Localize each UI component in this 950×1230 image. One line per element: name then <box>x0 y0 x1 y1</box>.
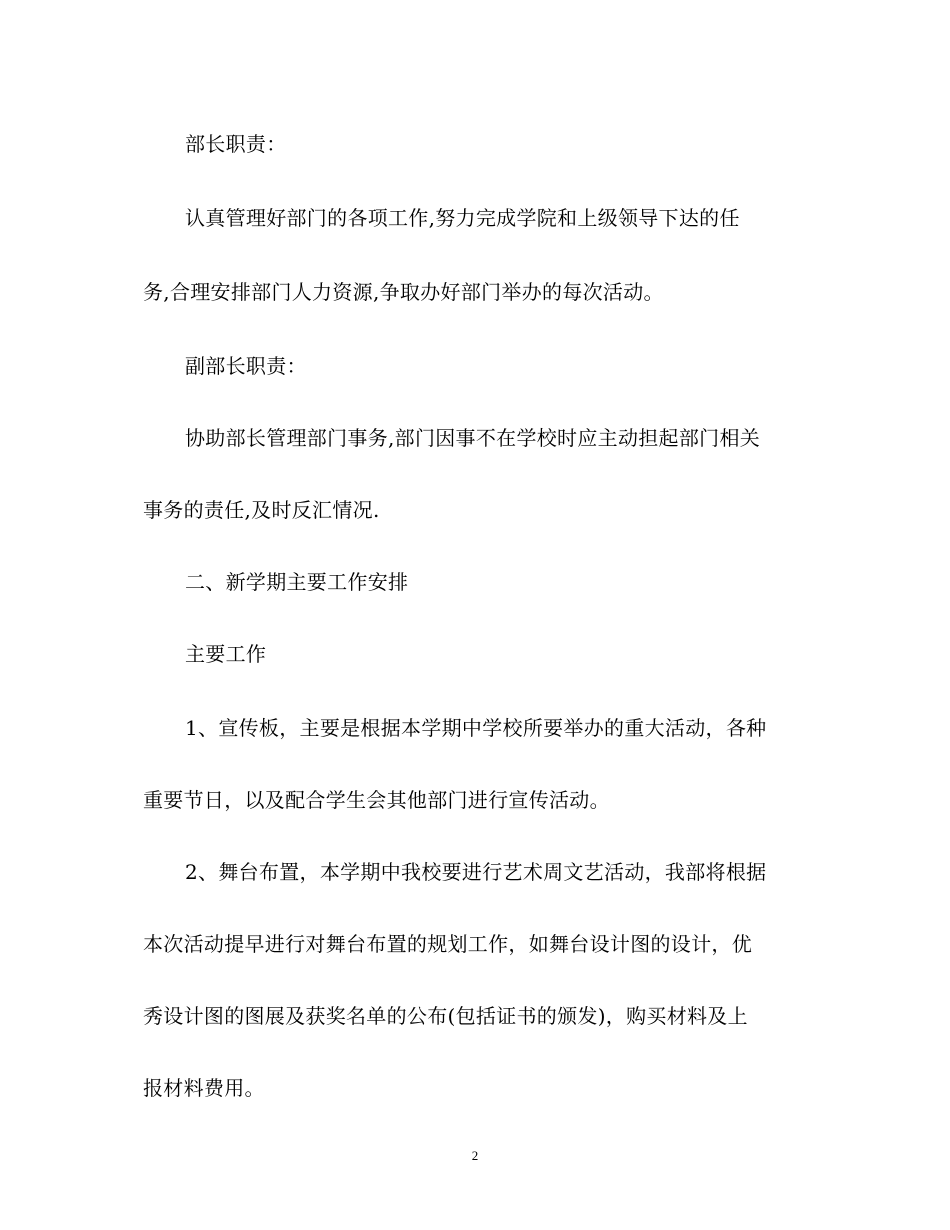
paragraph-line: 事务的责任,及时反汇情况. <box>143 498 380 522</box>
paragraph-line: 重要节日，以及配合学生会其他部门进行宣传活动。 <box>143 788 610 812</box>
paragraph-line: 1、宣传板，主要是根据本学期中学校所要举办的重大活动，各种 <box>185 716 767 740</box>
subsection-heading: 主要工作 <box>185 642 267 666</box>
page-number: 2 <box>471 1148 479 1163</box>
paragraph-line: 务,合理安排部门人力资源,争取办好部门举办的每次活动。 <box>143 280 664 304</box>
paragraph-line: 秀设计图的图展及获奖名单的公布(包括证书的颁发)，购买材料及上 <box>143 1004 748 1028</box>
section-heading: 二、新学期主要工作安排 <box>185 570 409 594</box>
paragraph-line: 认真管理好部门的各项工作,努力完成学院和上级领导下达的任 <box>185 206 740 230</box>
duty-heading-minister: 部长职责： <box>185 132 287 156</box>
paragraph-line: 本次活动提早进行对舞台布置的规划工作，如舞台设计图的设计，优 <box>143 932 752 956</box>
paragraph-line: 报材料费用。 <box>143 1076 265 1100</box>
paragraph-line: 2、舞台布置，本学期中我校要进行艺术周文艺活动，我部将根据 <box>185 860 767 884</box>
duty-heading-vice-minister: 副部长职责： <box>185 354 307 378</box>
paragraph-line: 协助部长管理部门事务,部门因事不在学校时应主动担起部门相关 <box>185 426 761 450</box>
